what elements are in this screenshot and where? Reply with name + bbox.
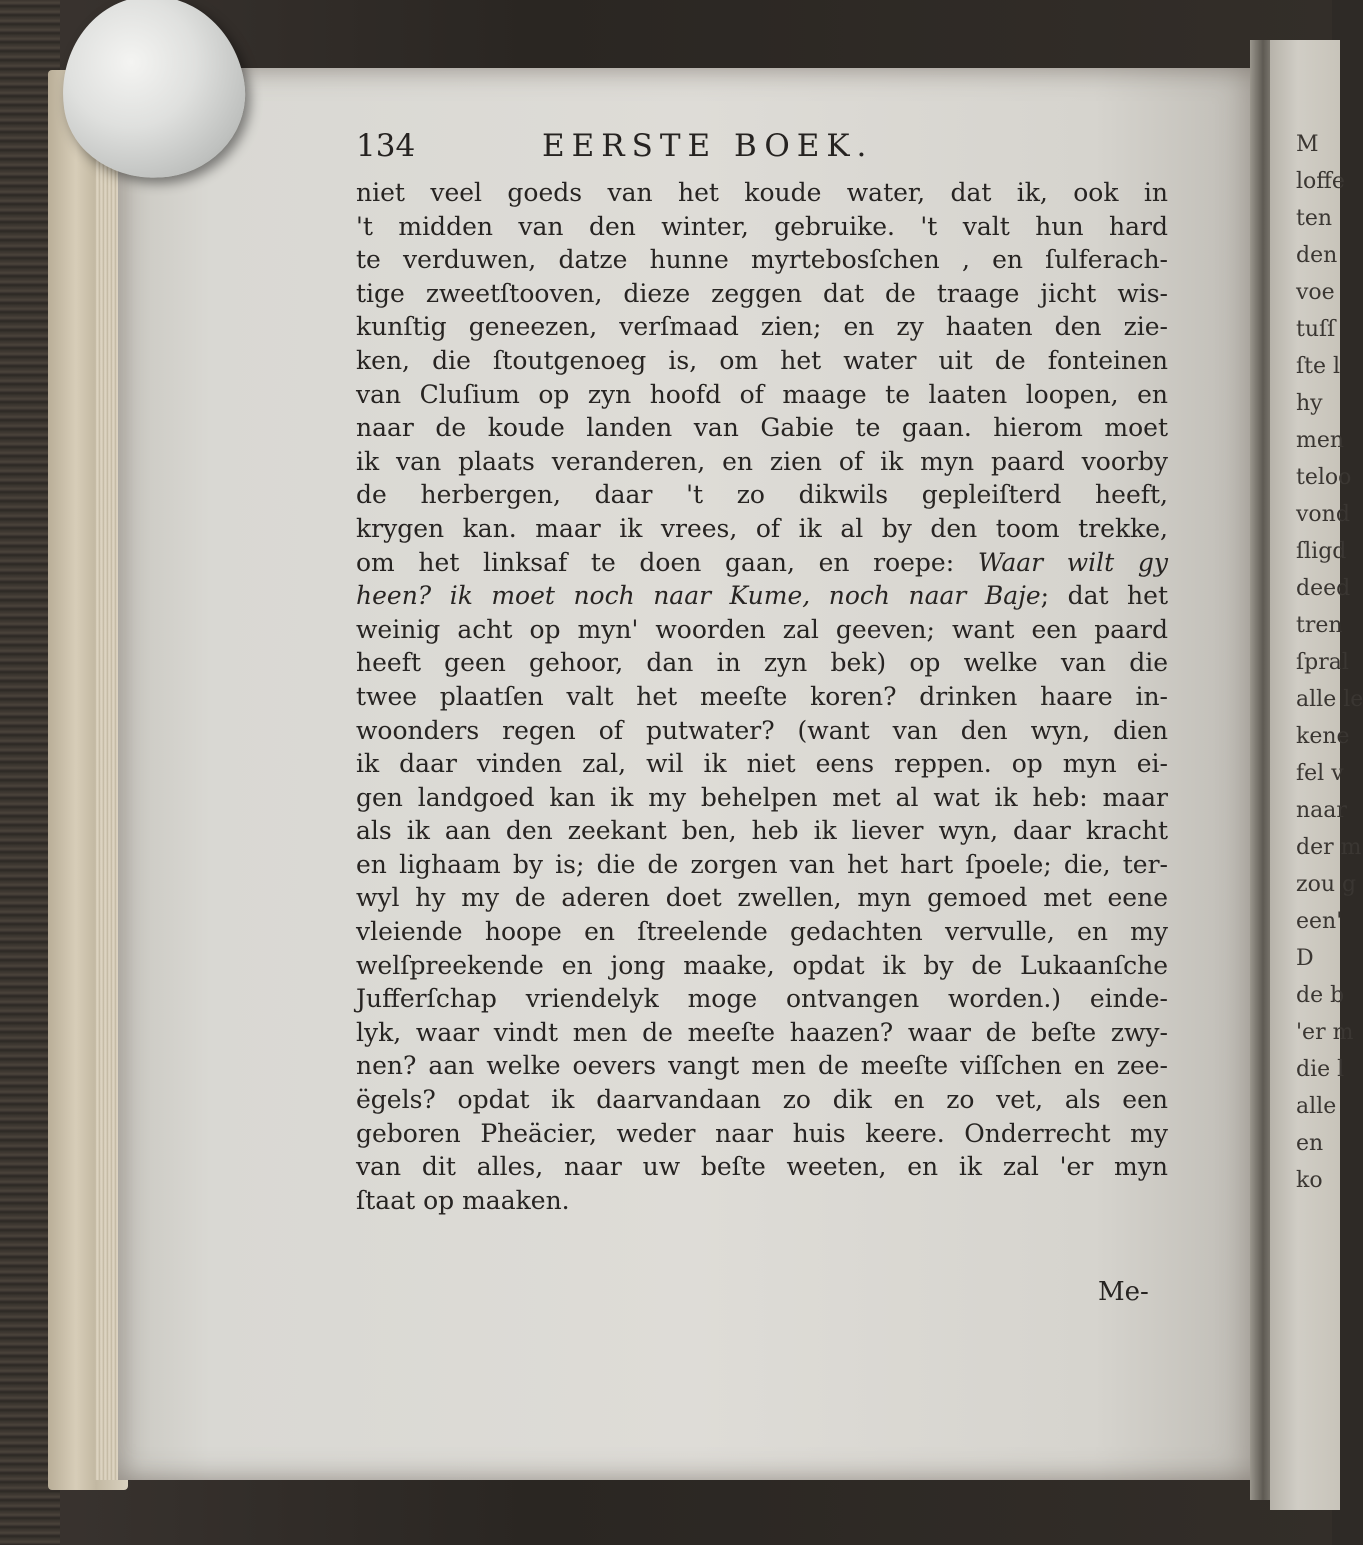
facing-page-fragment: vond <box>1296 502 1350 527</box>
text-line <box>356 1117 1168 1151</box>
line-text: 't midden van den winter, gebruike. 't valt hun hard <box>356 211 1168 241</box>
text-line <box>356 814 1168 848</box>
facing-page-fragment: men <box>1296 428 1345 453</box>
body-text <box>356 176 1168 1217</box>
line-text: vleiende hoope en ſtreelende gedachten vervulle, en my <box>356 917 1168 947</box>
line-text: woonders regen of putwater? (want van den wyn, dien <box>356 715 1168 745</box>
facing-page-fragment: een' <box>1296 909 1343 934</box>
text-line <box>356 613 1168 647</box>
line-text: nen? aan welke oevers vangt men de meeſte viſſchen en zee- <box>356 1051 1168 1081</box>
facing-page-fragment: D <box>1296 946 1314 971</box>
facing-page-fragment: 'er m <box>1296 1020 1354 1045</box>
text-line <box>356 546 1168 580</box>
text-line <box>356 848 1168 882</box>
text-line <box>356 1083 1168 1117</box>
facing-page-fragment: alle <box>1296 1094 1337 1119</box>
text-line <box>356 949 1168 983</box>
text-line <box>356 1049 1168 1083</box>
facing-page-fragment: zou g <box>1296 872 1357 897</box>
facing-page-fragment: naar <box>1296 798 1347 823</box>
text-line <box>356 1184 1168 1218</box>
catchword: Me- <box>1098 1277 1149 1307</box>
facing-page-fragment: fel v <box>1296 761 1344 786</box>
line-text: van Cluſium op zyn hoofd of maage te laaten loopen, en <box>356 379 1168 409</box>
text-line <box>356 478 1168 512</box>
facing-page-fragment: die l <box>1296 1057 1345 1082</box>
line-text: welſpreekende en jong maake, opdat ik by de Lukaanſche <box>356 950 1168 980</box>
line-text: heeft geen gehoor, dan in zyn bek) op welke van die <box>356 648 1168 678</box>
line-text: wyl hy my de aderen doet zwellen, myn gemoed met eene <box>356 883 1168 913</box>
line-text: en lighaam by is; die de zorgen van het hart ſpoele; die, ter- <box>356 849 1168 879</box>
text-line <box>356 378 1168 412</box>
line-text: Jufferſchap vriendelyk moge ontvangen worden.) einde- <box>356 984 1168 1014</box>
line-text: van dit alles, naar uw beſte weeten, en ik zal 'er myn <box>356 1152 1168 1182</box>
facing-page-fragment: loffe <box>1296 169 1345 194</box>
facing-page-fragment: tren <box>1296 613 1343 638</box>
facing-page-fragment: tuſſ <box>1296 317 1336 342</box>
line-text: ik van plaats veranderen, en zien of ik myn paard voorby <box>356 446 1168 476</box>
facing-page-fragment: en <box>1296 1131 1324 1156</box>
line-text: geboren Pheäcier, weder naar huis keere. Onderrecht my <box>356 1118 1168 1148</box>
line-text: ken, die ſtoutgenoeg is, om het water uit de fonteinen <box>356 345 1168 375</box>
text-line <box>356 310 1168 344</box>
facing-page-fragment: ten <box>1296 206 1333 231</box>
facing-page-fragment: voe <box>1296 280 1335 305</box>
line-text: weinig acht op myn' woorden zal geeven; want een paard <box>356 614 1168 644</box>
running-head: EERSTE BOEK. <box>542 128 874 164</box>
text-line <box>356 915 1168 949</box>
text-line <box>356 1150 1168 1184</box>
facing-page-fragment: ko <box>1296 1168 1323 1193</box>
line-text: ëgels? opdat ik daarvandaan zo dik en zo vet, als een <box>356 1085 1168 1115</box>
facing-page-fragment: den <box>1296 243 1338 268</box>
page-number: 134 <box>356 128 416 164</box>
facing-page-fragment: deed <box>1296 576 1351 601</box>
line-text: als ik aan den zeekant ben, heb ik liever wyn, daar kracht <box>356 816 1168 846</box>
facing-page-fragment: de b <box>1296 983 1345 1008</box>
facing-page <box>1270 40 1363 1510</box>
text-line <box>356 344 1168 378</box>
line-text: tige zweetſtooven, dieze zeggen dat de traage jicht wis- <box>356 278 1168 308</box>
line-text: te verduwen, datze hunne myrtebosſchen , en ſulferach- <box>356 245 1168 275</box>
text-line <box>356 445 1168 479</box>
text-line <box>356 747 1168 781</box>
text-line <box>356 646 1168 680</box>
facing-page-fragment: ſligd <box>1296 539 1347 564</box>
line-text: naar de koude landen van Gabie te gaan. hierom moet <box>356 413 1168 443</box>
text-line <box>356 210 1168 244</box>
text-line <box>356 411 1168 445</box>
text-line <box>356 714 1168 748</box>
facing-page-fragment: teloo <box>1296 465 1352 490</box>
facing-page-fragment: M <box>1296 132 1319 157</box>
facing-page-fragment: alle le <box>1296 687 1363 712</box>
page-header <box>356 128 1176 168</box>
line-text: niet veel goeds van het koude water, dat ik, ook in <box>356 178 1168 207</box>
facing-page-fragment: ſpral <box>1296 650 1349 675</box>
facing-page-fragment: ſte l <box>1296 354 1341 379</box>
line-text: kunſtig geneezen, verſmaad zien; en zy haaten den zie- <box>356 312 1168 342</box>
line-text: om het linksaf te doen gaan, en roepe: <box>356 547 978 577</box>
line-text: krygen kan. maar ik vrees, of ik al by den toom trekke, <box>356 513 1168 543</box>
text-line <box>356 680 1168 714</box>
facing-page-fragment: hy <box>1296 391 1323 416</box>
text-line <box>356 982 1168 1016</box>
text-line <box>356 881 1168 915</box>
facing-page-fragment: der m <box>1296 835 1362 860</box>
italic-text: heen? ik moet noch naar Kume, noch naar Baje <box>356 581 1041 611</box>
line-text: ſtaat op maaken. <box>356 1185 570 1215</box>
line-text: de herbergen, daar 't zo dikwils gepleiſterd heeft, <box>356 480 1168 510</box>
line-text: ik daar vinden zal, wil ik niet eens reppen. op myn ei- <box>356 749 1168 779</box>
line-text: gen landgoed kan ik my behelpen met al wat ik heb: maar <box>356 782 1168 812</box>
text-line <box>356 243 1168 277</box>
text-line <box>356 277 1168 311</box>
facing-page-fragment: kene <box>1296 724 1350 749</box>
text-line <box>356 781 1168 815</box>
text-line <box>356 512 1168 546</box>
line-text: lyk, waar vindt men de meeſte haazen? waar de beſte zwy- <box>356 1017 1168 1047</box>
text-line <box>356 1016 1168 1050</box>
text-line <box>356 579 1168 613</box>
line-text: ; dat het <box>1040 581 1168 611</box>
line-text: twee plaatſen valt het meeſte koren? drinken haare in- <box>356 681 1168 711</box>
italic-text: Waar wilt gy <box>977 547 1168 577</box>
text-line <box>356 176 1168 210</box>
